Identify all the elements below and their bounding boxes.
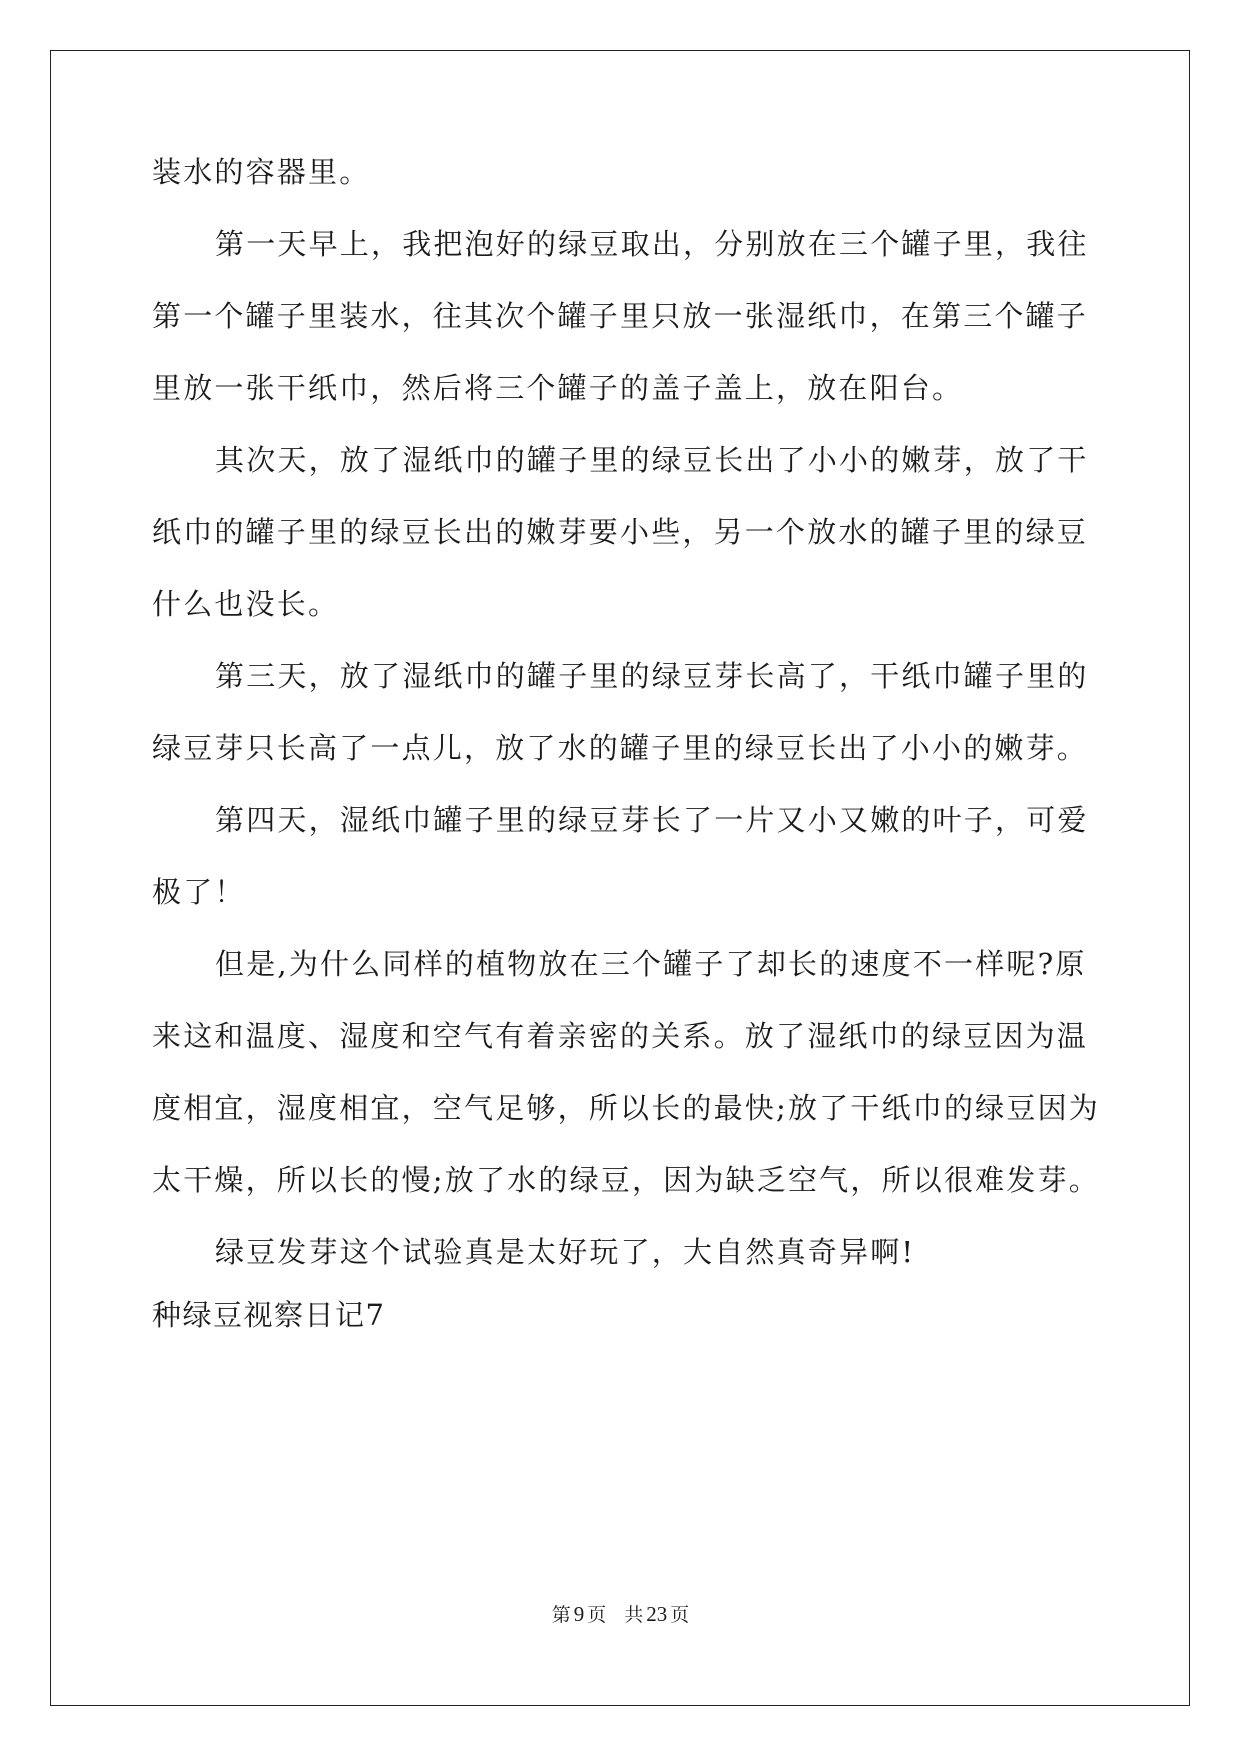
footer-page-prefix: 第: [551, 1604, 571, 1626]
footer-total-prefix: 共: [624, 1604, 644, 1626]
footer-page-number: 9: [573, 1602, 585, 1626]
paragraph-line: 纸巾的罐子里的绿豆长出的嫩芽要小些，另一个放水的罐子里的绿豆: [152, 515, 1089, 549]
paragraph-line: 其次天，放了湿纸巾的罐子里的绿豆长出了小小的嫩芽，放了干: [215, 443, 1089, 477]
footer-total-pages: 23: [646, 1602, 668, 1626]
paragraph-line: 但是,为什么同样的植物放在三个罐子了却长的速度不一样呢?原: [215, 947, 1087, 981]
page-footer: [0, 1602, 1241, 1627]
footer-page-suffix: 页: [587, 1604, 607, 1626]
paragraph-line: 极了！: [152, 875, 246, 909]
paragraph-line: 绿豆发芽这个试验真是太好玩了，大自然真奇异啊!: [215, 1235, 916, 1269]
paragraph-line: 第一个罐子里装水，往其次个罐子里只放一张湿纸巾，在第三个罐子: [152, 299, 1089, 333]
footer-total-suffix: 页: [670, 1604, 690, 1626]
paragraph-line: 绿豆芽只长高了一点儿，放了水的罐子里的绿豆长出了小小的嫩芽。: [152, 731, 1089, 765]
paragraph-line: 里放一张干纸巾，然后将三个罐子的盖子盖上，放在阳台。: [152, 371, 964, 405]
paragraph-line: 装水的容器里。: [152, 155, 371, 189]
paragraph-line: 第一天早上，我把泡好的绿豆取出，分别放在三个罐子里，我往: [215, 227, 1089, 261]
paragraph-line: 太干燥，所以长的慢;放了水的绿豆，因为缺乏空气，所以很难发芽。: [152, 1163, 1100, 1197]
paragraph-line: 度相宜，湿度相宜，空气足够，所以长的最快;放了干纸巾的绿豆因为: [152, 1091, 1100, 1125]
section-heading: 种绿豆视察日记7: [152, 1298, 386, 1332]
paragraph-line: 来这和温度、湿度和空气有着亲密的关系。放了湿纸巾的绿豆因为温: [152, 1019, 1089, 1053]
paragraph-line: 第三天，放了湿纸巾的罐子里的绿豆芽长高了，干纸巾罐子里的: [215, 659, 1089, 693]
paragraph-line: 什么也没长。: [152, 587, 340, 621]
paragraph-line: 第四天，湿纸巾罐子里的绿豆芽长了一片又小又嫩的叶子，可爱: [215, 803, 1089, 837]
